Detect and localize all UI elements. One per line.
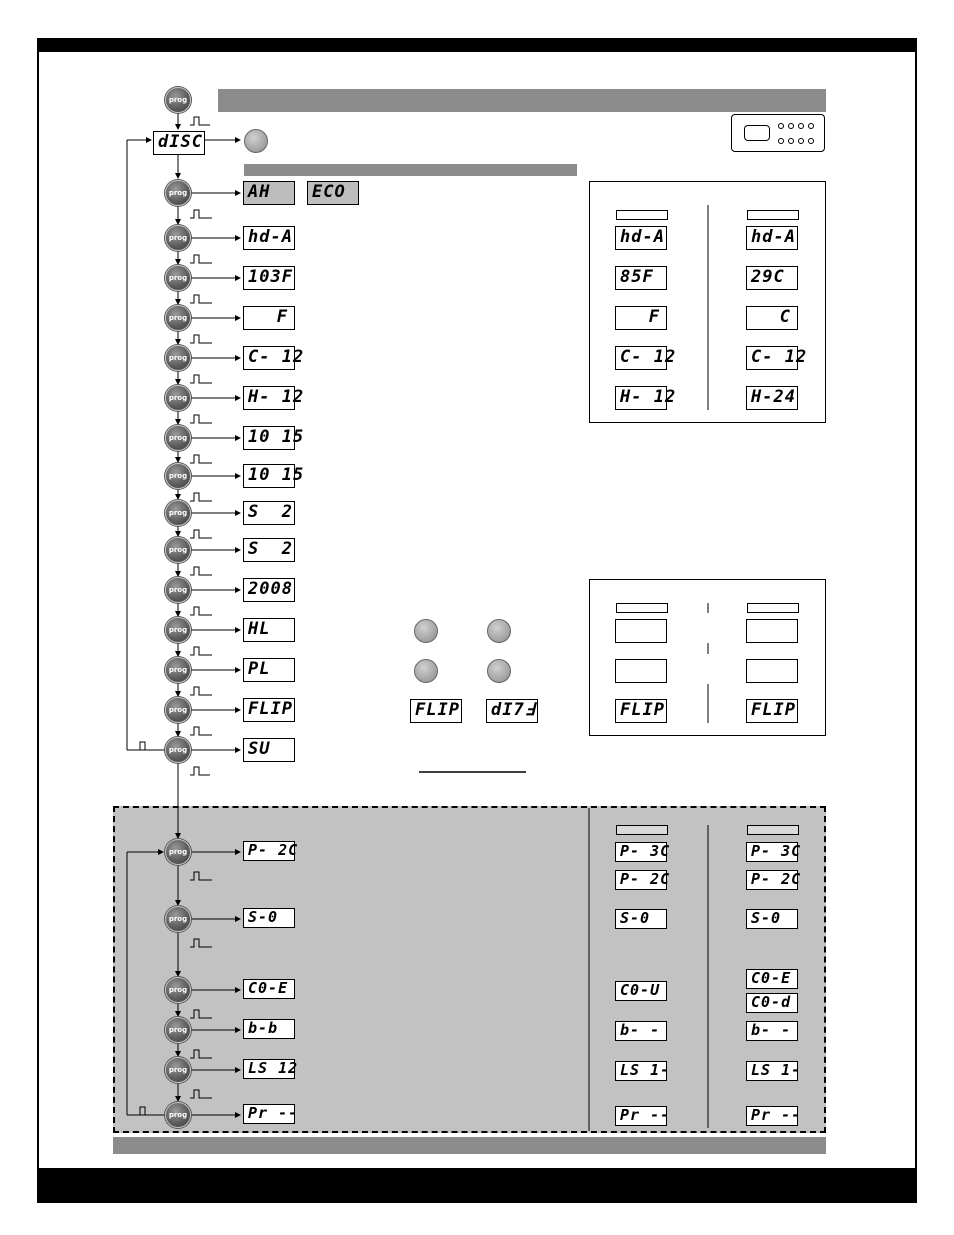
menu-display-10: S 2 bbox=[243, 538, 295, 562]
prog-button[interactable] bbox=[165, 345, 191, 371]
unit-display-metric: H-24 bbox=[746, 386, 798, 410]
unit-display-metric: C bbox=[746, 306, 798, 330]
prog-button-label: prog bbox=[168, 1111, 188, 1119]
prog-button[interactable] bbox=[165, 617, 191, 643]
prog-button[interactable] bbox=[165, 425, 191, 451]
prog-button-label: prog bbox=[168, 234, 188, 242]
column-header bbox=[616, 210, 668, 220]
unit-display-us: 85F bbox=[615, 266, 667, 290]
flip-option-display bbox=[615, 659, 667, 683]
unit-display-us: F bbox=[615, 306, 667, 330]
disc-display: dISC bbox=[153, 131, 205, 155]
menu-display-4: F bbox=[243, 306, 295, 330]
sub-option-display: S-0 bbox=[746, 909, 798, 929]
prog-button-label: prog bbox=[168, 848, 188, 856]
prog-button[interactable] bbox=[165, 225, 191, 251]
up-arrow-icon bbox=[414, 659, 438, 683]
sub-option-display: C0-E bbox=[746, 969, 798, 989]
flip-option-display bbox=[615, 619, 667, 643]
sub-option-display: P- 3C bbox=[615, 842, 667, 862]
sub-menu-display-5: Pr -- bbox=[243, 1104, 295, 1124]
flip-display: FLIP bbox=[410, 699, 462, 723]
prog-button-label: prog bbox=[168, 509, 188, 517]
sub-option-display: P- 3C bbox=[746, 842, 798, 862]
prog-button-label: prog bbox=[168, 274, 188, 282]
prog-button-label: prog bbox=[168, 915, 188, 923]
prog-button[interactable] bbox=[165, 697, 191, 723]
prog-button[interactable] bbox=[165, 1017, 191, 1043]
prog-button-label: prog bbox=[168, 626, 188, 634]
prog-button-label: prog bbox=[168, 1066, 188, 1074]
prog-button[interactable] bbox=[165, 265, 191, 291]
prog-button-label: prog bbox=[168, 354, 188, 362]
sub-option-display: C0-d bbox=[746, 993, 798, 1013]
prog-button-label: prog bbox=[168, 666, 188, 674]
prog-button[interactable] bbox=[165, 737, 191, 763]
prog-button[interactable] bbox=[165, 1057, 191, 1083]
menu-display-12: HL bbox=[243, 618, 295, 642]
prog-button[interactable] bbox=[165, 839, 191, 865]
eco-display: ECO bbox=[307, 181, 359, 205]
column-header bbox=[616, 603, 668, 613]
down-arrow-icon bbox=[487, 619, 511, 643]
prog-button-label: prog bbox=[168, 986, 188, 994]
prog-button[interactable] bbox=[165, 385, 191, 411]
prog-button[interactable] bbox=[165, 1102, 191, 1128]
menu-display-14: FLIP bbox=[243, 698, 295, 722]
menu-display-11: 2008 bbox=[243, 578, 295, 602]
sub-option-display: Pr -- bbox=[615, 1106, 667, 1126]
prog-button-label: prog bbox=[168, 189, 188, 197]
menu-display-5: C- 12 bbox=[243, 346, 295, 370]
unit-display-us: C- 12 bbox=[615, 346, 667, 370]
sub-option-display: Pr -- bbox=[746, 1106, 798, 1126]
prog-button-label: prog bbox=[168, 434, 188, 442]
column-header bbox=[747, 210, 799, 220]
flip-option-display bbox=[746, 659, 798, 683]
flip-option-display: FLIP bbox=[746, 699, 798, 723]
sub-option-display: LS 1- bbox=[615, 1061, 667, 1081]
prog-button-label: prog bbox=[168, 472, 188, 480]
prog-button-label: prog bbox=[168, 546, 188, 554]
sub-menu-display-0: P- 2C bbox=[243, 841, 295, 861]
prog-button[interactable] bbox=[165, 537, 191, 563]
prog-button[interactable] bbox=[165, 180, 191, 206]
down-arrow-icon bbox=[487, 659, 511, 683]
prog-button[interactable] bbox=[165, 463, 191, 489]
menu-display-2: hd-A bbox=[243, 226, 295, 250]
sub-option-display: P- 2C bbox=[615, 870, 667, 890]
prog-button-label: prog bbox=[168, 1026, 188, 1034]
menu-display-13: PL bbox=[243, 658, 295, 682]
sub-option-display: b- - bbox=[746, 1021, 798, 1041]
column-header bbox=[616, 825, 668, 835]
prog-button-label: prog bbox=[168, 746, 188, 754]
prog-button[interactable] bbox=[165, 906, 191, 932]
sub-menu-display-3: b-b bbox=[243, 1019, 295, 1039]
sub-menu-display-4: LS 12 bbox=[243, 1059, 295, 1079]
prog-button[interactable] bbox=[165, 305, 191, 331]
prog-button-label: prog bbox=[168, 586, 188, 594]
sub-option-display: S-0 bbox=[615, 909, 667, 929]
menu-display-1: AH bbox=[243, 181, 295, 205]
flip-option-display bbox=[746, 619, 798, 643]
prog-button[interactable] bbox=[165, 577, 191, 603]
sub-option-display: P- 2C bbox=[746, 870, 798, 890]
unit-display-metric: C- 12 bbox=[746, 346, 798, 370]
prog-button[interactable] bbox=[165, 500, 191, 526]
unit-display-us: hd-A bbox=[615, 226, 667, 250]
menu-display-15: SU bbox=[243, 738, 295, 762]
menu-display-7: 10 15 bbox=[243, 426, 295, 450]
unit-display-metric: 29C bbox=[746, 266, 798, 290]
prog-button[interactable] bbox=[165, 87, 191, 113]
prog-button[interactable] bbox=[165, 657, 191, 683]
flip-option-display: FLIP bbox=[615, 699, 667, 723]
prog-button-label: prog bbox=[168, 314, 188, 322]
prog-button-label: prog bbox=[168, 706, 188, 714]
sub-option-display: C0-U bbox=[615, 981, 667, 1001]
menu-display-8: 10 15 bbox=[243, 464, 295, 488]
column-header bbox=[747, 603, 799, 613]
sub-menu-display-1: S-0 bbox=[243, 908, 295, 928]
sub-menu-display-2: C0-E bbox=[243, 979, 295, 999]
up-arrow-icon bbox=[414, 619, 438, 643]
sub-option-display: b- - bbox=[615, 1021, 667, 1041]
up-arrow-button-icon[interactable] bbox=[244, 129, 268, 153]
column-header bbox=[747, 825, 799, 835]
prog-button[interactable] bbox=[165, 977, 191, 1003]
sub-option-display: LS 1- bbox=[746, 1061, 798, 1081]
menu-display-6: H- 12 bbox=[243, 386, 295, 410]
menu-display-3: 103F bbox=[243, 266, 295, 290]
prog-button-label: prog bbox=[168, 96, 188, 104]
unit-display-us: H- 12 bbox=[615, 386, 667, 410]
flip-reversed-display: dI7Ⅎ bbox=[486, 699, 538, 723]
prog-button-label: prog bbox=[168, 394, 188, 402]
unit-display-metric: hd-A bbox=[746, 226, 798, 250]
menu-display-9: S 2 bbox=[243, 501, 295, 525]
